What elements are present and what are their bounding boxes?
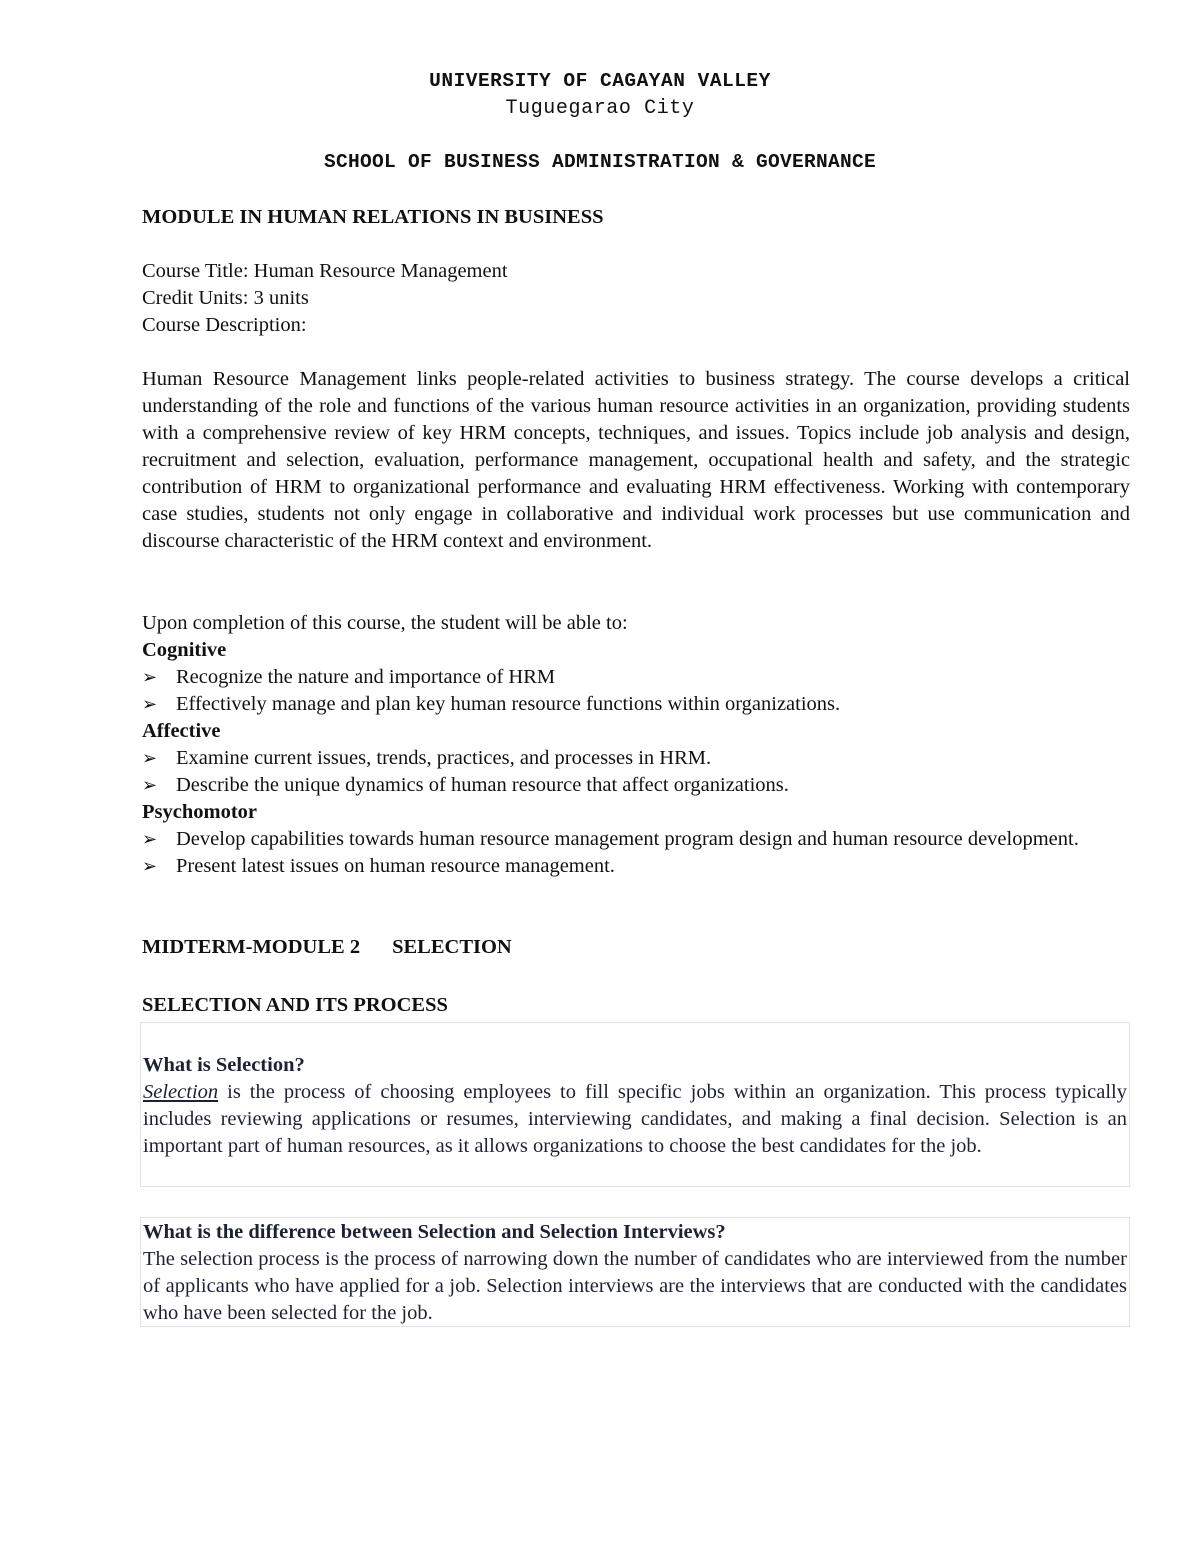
city-name: Tuguegarao City bbox=[505, 97, 695, 120]
qa-question: What is the difference between Selection and Selection Interviews? bbox=[143, 1221, 726, 1243]
outcome-item: ➢ Recognize the nature and importance of HRM bbox=[142, 664, 1130, 691]
qa-answer: The selection process is the process of narrowing down the number of candidates who are interviewed from the number of applicants who have applied for a job. Selection interviews are the interviews that are conducted with the candidates who have been selected for the job. bbox=[143, 1248, 1127, 1324]
course-meta bbox=[142, 258, 1130, 339]
credit-units: Credit Units: 3 units bbox=[142, 287, 309, 309]
arrow-bullet-icon: ➢ bbox=[142, 775, 158, 796]
arrow-bullet-icon: ➢ bbox=[142, 856, 158, 877]
outcome-heading-affective: Affective bbox=[142, 720, 221, 742]
course-description-label: Course Description: bbox=[142, 314, 307, 336]
university-name: UNIVERSITY OF CAGAYAN VALLEY bbox=[429, 70, 771, 92]
school-name: SCHOOL OF BUSINESS ADMINISTRATION & GOVERNANCE bbox=[323, 151, 877, 173]
arrow-bullet-icon: ➢ bbox=[142, 694, 158, 715]
arrow-bullet-icon: ➢ bbox=[142, 667, 158, 688]
module-title: MODULE IN HUMAN RELATIONS IN BUSINESS bbox=[142, 206, 604, 228]
outcome-item: ➢ Develop capabilities towards human resource management program design and human resource development. bbox=[142, 826, 1130, 853]
qa-answer: Selection is the process of choosing employees to fill specific jobs within an organization. This process typically includes reviewing applications or resumes, interviewing candidates, and making a final decision. Selection is an important part of human resources, as it allows organizations to choose the best candidates for the job. bbox=[143, 1081, 1127, 1157]
selection-term: Selection bbox=[143, 1081, 219, 1103]
outcome-heading-psychomotor: Psychomotor bbox=[142, 801, 258, 823]
outcome-item: ➢ Examine current issues, trends, practices, and processes in HRM. bbox=[142, 745, 1130, 772]
outcome-item: ➢ Describe the unique dynamics of human resource that affect organizations. bbox=[142, 772, 1130, 799]
outcome-item: ➢ Present latest issues on human resource management. bbox=[142, 853, 1130, 880]
arrow-bullet-icon: ➢ bbox=[142, 748, 158, 769]
qa-box-what-is-selection bbox=[140, 1022, 1130, 1187]
outcome-item: ➢ Effectively manage and plan key human resource functions within organizations. bbox=[142, 691, 1130, 718]
arrow-bullet-icon: ➢ bbox=[142, 829, 158, 850]
outcome-heading-cognitive: Cognitive bbox=[142, 639, 227, 661]
learning-outcomes bbox=[142, 610, 1130, 880]
qa-question: What is Selection? bbox=[143, 1054, 305, 1076]
outcomes-intro: Upon completion of this course, the student will be able to: bbox=[142, 612, 628, 634]
midterm-heading bbox=[142, 934, 1130, 961]
qa-box-selection-vs-interviews bbox=[140, 1217, 1130, 1327]
course-title: Course Title: Human Resource Management bbox=[142, 260, 508, 282]
course-description: Human Resource Management links people-related activities to business strategy. The course develops a critical understanding of the role and functions of the various human resource activities in an organization, providing students with a comprehensive review of key HRM concepts, techniques, and issues. Topics include job analysis and design, recruitment and selection, evaluation, performance management, occupational health and safety, and the strategic contribution of HRM to organizational performance and evaluating HRM effectiveness. Working with contemporary case studies, students not only engage in collaborative and individual work processes but use communication and discourse characteristic of the HRM context and environment. bbox=[142, 368, 1130, 552]
midterm-label: MIDTERM-MODULE 2 bbox=[142, 936, 361, 958]
section-title: SELECTION AND ITS PROCESS bbox=[142, 994, 448, 1016]
midterm-topic: SELECTION bbox=[392, 936, 512, 958]
